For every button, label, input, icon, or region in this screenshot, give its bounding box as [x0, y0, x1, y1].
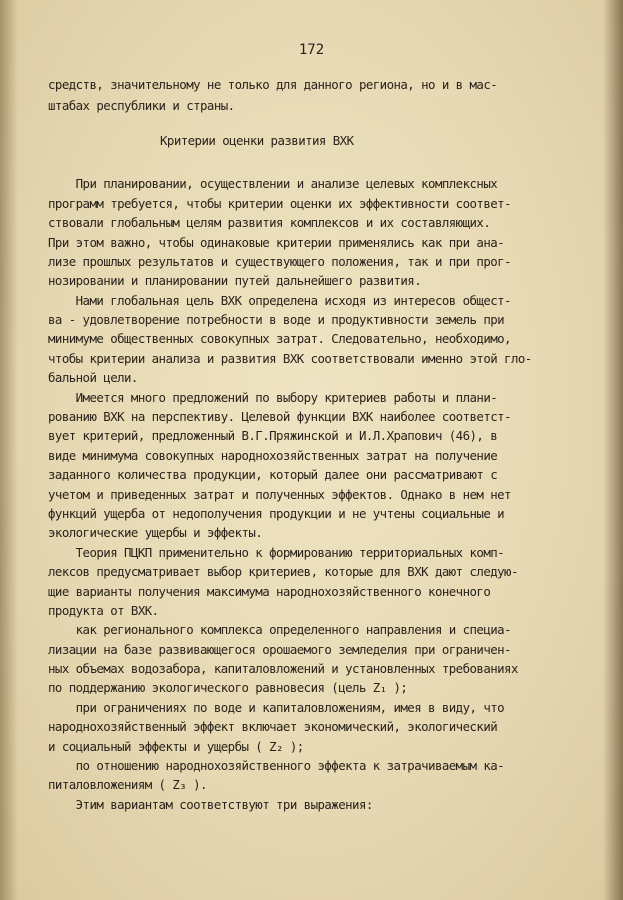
- section-heading: Критерии оценки развития ВХК: [160, 133, 354, 148]
- text-line: лизе прошлых результатов и существующего положения, так и при прог-: [48, 254, 511, 269]
- text-line: средств, значительному не только для данного региона, но и в мас-: [48, 77, 498, 92]
- text-line: функций ущерба от недополучения продукции и не учтены социальные и: [48, 506, 505, 521]
- text-line: минимуме общественных совокупных затрат. Следовательно, необходимо,: [48, 331, 511, 346]
- text-line: по поддержанию экологического равновесия (цель Z₁ );: [48, 680, 408, 695]
- text-line: народнохозяйственный эффект включает экономический, экологический: [48, 719, 498, 734]
- text-line: нозировании и планировании путей дальнейшего развития.: [48, 273, 422, 288]
- text-line: Имеется много предложений по выбору критериев работы и плани-: [48, 390, 498, 405]
- page-edge-shadow-left: [0, 0, 18, 900]
- text-line: виде минимума совокупных народнохозяйственных затрат на получение: [48, 448, 498, 463]
- text-line: Этим вариантам соответствуют три выражения:: [48, 797, 373, 812]
- text-line: лизации на базе развивающегося орошаемого земледелия при ограничен-: [48, 642, 511, 657]
- text-line: ных объемах водозабора, капиталовложений и установленных требованиях: [48, 661, 518, 676]
- text-line: питаловложениям ( Z₃ ).: [48, 777, 207, 792]
- text-line: штабах республики и страны.: [48, 98, 235, 113]
- text-line: рованию ВХК на перспективу. Целевой функции ВХК наиболее соответст-: [48, 409, 511, 424]
- text-line: учетом и приведенных затрат и полученных эффектов. Однако в нем нет: [48, 487, 511, 502]
- page-edge-shadow-right: [603, 0, 623, 900]
- text-line: и социальный эффекты и ущербы ( Z₂ );: [48, 739, 304, 754]
- text-line: чтобы критерии анализа и развития ВХК соответствовали именно этой гло-: [48, 351, 532, 366]
- text-line: как регионального комплекса определенного направления и специа-: [48, 622, 511, 637]
- text-line: экологические ущербы и эффекты.: [48, 525, 263, 540]
- text-line: программ требуется, чтобы критерии оценки их эффективности соответ-: [48, 196, 511, 211]
- text-line: по отношению народнохозяйственного эффекта к затрачиваемым ка-: [48, 758, 505, 773]
- text-line: ствовали глобальным целям развития комплексов и их составляющих.: [48, 215, 491, 230]
- text-line: Нами глобальная цель ВХК определена исходя из интересов общест-: [48, 293, 511, 308]
- text-line: лексов предусматривает выбор критериев, которые для ВХК дают следую-: [48, 564, 518, 579]
- text-line: При планировании, осуществлении и анализе целевых комплексных: [48, 176, 498, 191]
- text-line: Теория ПЦКП применительно к формированию территориальных комп-: [48, 545, 505, 560]
- text-line: ва - удовлетворение потребности в воде и продуктивности земель при: [48, 312, 505, 327]
- text-line: бальной цели.: [48, 370, 138, 385]
- text-line: вует критерий, предложенный В.Г.Пряжинской и И.Л.Храпович (46), в: [48, 428, 498, 443]
- text-line: продукта от ВХК.: [48, 603, 159, 618]
- page-number: 172: [298, 42, 325, 58]
- text-line: заданного количества продукции, который далее они рассматривают с: [48, 467, 498, 482]
- text-line: При этом важно, чтобы одинаковые критерии применялись как при ана-: [48, 235, 505, 250]
- text-line: при ограничениях по воде и капиталовложениям, имея в виду, что: [48, 700, 505, 715]
- text-line: щие варианты получения максимума народнохозяйственного конечного: [48, 584, 491, 599]
